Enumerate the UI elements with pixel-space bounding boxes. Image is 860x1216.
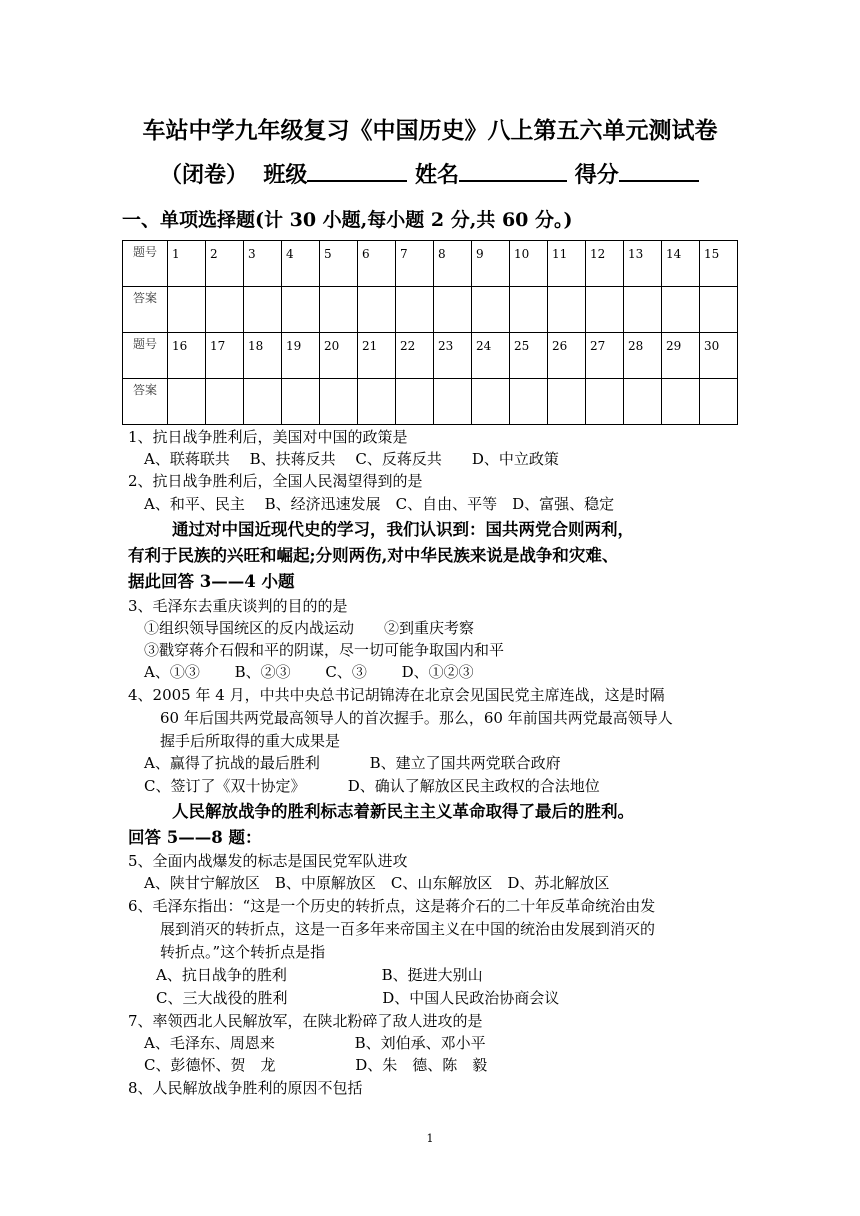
- question-5-options: A、陕甘宁解放区 B、中原解放区 C、山东解放区 D、苏北解放区: [144, 874, 610, 892]
- question-7: 7、率领西北人民解放军，在陕北粉碎了敌人进攻的是: [128, 1012, 483, 1030]
- closed-label: （闭卷）: [160, 162, 249, 188]
- question-2: 2、抗日战争胜利后，全国人民渴望得到的是: [128, 472, 423, 490]
- qnum-cell: 11: [548, 241, 586, 287]
- name-label: 姓名: [415, 162, 460, 188]
- qnum-cell: 25: [510, 333, 548, 379]
- qnum-cell: 1: [168, 241, 206, 287]
- answer-cell[interactable]: [244, 287, 282, 333]
- qnum-cell: 21: [358, 333, 396, 379]
- qnum-cell: 15: [700, 241, 738, 287]
- answer-cell[interactable]: [662, 379, 700, 425]
- question-4-options-1: A、赢得了抗战的最后胜利 B、建立了国共两党联合政府: [144, 754, 561, 772]
- qnum-cell: 2: [206, 241, 244, 287]
- intro-passage-1-line-1: 通过对中国近现代史的学习，我们认识到：国共两党合则两利，: [172, 520, 634, 539]
- qnum-cell: 28: [624, 333, 662, 379]
- question-4-line-2: 60 年后国共两党最高领导人的首次握手。那么，60 年前国共两党最高领导人: [160, 709, 673, 727]
- label-question: 题号: [123, 241, 168, 287]
- class-blank: [307, 160, 407, 182]
- qnum-cell: 20: [320, 333, 358, 379]
- table-row-numbers-2: [123, 333, 738, 379]
- answer-cell[interactable]: [624, 379, 662, 425]
- score-label: 得分: [574, 162, 619, 188]
- answer-cell[interactable]: [358, 379, 396, 425]
- qnum-cell: 30: [700, 333, 738, 379]
- answer-cell[interactable]: [396, 287, 434, 333]
- qnum-cell: 26: [548, 333, 586, 379]
- answer-cell[interactable]: [624, 287, 662, 333]
- answer-cell[interactable]: [320, 379, 358, 425]
- answer-cell[interactable]: [206, 379, 244, 425]
- intro-passage-1-line-2: 有利于民族的兴旺和崛起;分则两伤,对中华民族来说是战争和灾难、: [128, 546, 619, 565]
- qnum-cell: 10: [510, 241, 548, 287]
- question-5: 5、全面内战爆发的标志是国民党军队进攻: [128, 852, 408, 870]
- answer-cell[interactable]: [396, 379, 434, 425]
- question-4-options-2: C、签订了《双十协定》 D、确认了解放区民主政权的合法地位: [144, 777, 600, 795]
- answer-cell[interactable]: [206, 287, 244, 333]
- answer-cell[interactable]: [434, 379, 472, 425]
- qnum-cell: 29: [662, 333, 700, 379]
- qnum-cell: 13: [624, 241, 662, 287]
- question-4-line-3: 握手后所取得的重大成果是: [160, 732, 341, 750]
- question-3-statement-2: ③戳穿蒋介石假和平的阴谋，尽一切可能争取国内和平: [144, 641, 505, 659]
- table-row-answers-2: [123, 379, 738, 425]
- answer-cell[interactable]: [586, 379, 624, 425]
- label-answer: 答案: [123, 379, 168, 425]
- qnum-cell: 23: [434, 333, 472, 379]
- answer-cell[interactable]: [472, 379, 510, 425]
- qnum-cell: 16: [168, 333, 206, 379]
- qnum-cell: 12: [586, 241, 624, 287]
- qnum-cell: 3: [244, 241, 282, 287]
- question-7-options-2: C、彭德怀、贺 龙 D、朱 德、陈 毅: [144, 1056, 488, 1074]
- answer-cell[interactable]: [700, 287, 738, 333]
- qnum-cell: 22: [396, 333, 434, 379]
- question-1-options: A、联蒋联共 B、扶蒋反共 C、反蒋反共 D、中立政策: [144, 450, 559, 468]
- question-6-line-1: 6、毛泽东指出：“这是一个历史的转折点，这是蒋介石的二十年反革命统治由发: [128, 897, 656, 915]
- answer-cell[interactable]: [548, 287, 586, 333]
- page-title: 车站中学九年级复习《中国历史》八上第五六单元测试卷: [142, 117, 718, 144]
- question-1: 1、抗日战争胜利后，美国对中国的政策是: [128, 428, 408, 446]
- qnum-cell: 24: [472, 333, 510, 379]
- question-7-options-1: A、毛泽东、周恩来 B、刘伯承、邓小平: [144, 1034, 486, 1052]
- student-info-line: [160, 158, 699, 189]
- qnum-cell: 8: [434, 241, 472, 287]
- intro-passage-1-line-3: 据此回答 3——4 小题: [128, 572, 295, 591]
- question-3-statement-1: ①组织领导国统区的反内战运动 ②到重庆考察: [144, 619, 475, 637]
- qnum-cell: 14: [662, 241, 700, 287]
- answer-cell[interactable]: [320, 287, 358, 333]
- question-2-options: A、和平、民主 B、经济迅速发展 C、自由、平等 D、富强、稳定: [144, 495, 615, 513]
- qnum-cell: 19: [282, 333, 320, 379]
- answer-cell[interactable]: [168, 379, 206, 425]
- question-6-line-3: 转折点。”这个转折点是指: [160, 943, 326, 961]
- answer-cell[interactable]: [282, 287, 320, 333]
- answer-cell[interactable]: [472, 287, 510, 333]
- question-3-options: A、①③ B、②③ C、③ D、①②③: [144, 663, 474, 681]
- qnum-cell: 9: [472, 241, 510, 287]
- qnum-cell: 5: [320, 241, 358, 287]
- answer-cell[interactable]: [434, 287, 472, 333]
- answer-cell[interactable]: [510, 379, 548, 425]
- qnum-cell: 7: [396, 241, 434, 287]
- question-6-line-2: 展到消灭的转折点，这是一百多年来帝国主义在中国的统治由发展到消灭的: [160, 920, 656, 938]
- label-answer: 答案: [123, 287, 168, 333]
- answer-cell[interactable]: [548, 379, 586, 425]
- table-row-numbers-1: [123, 241, 738, 287]
- intro-passage-2-line-1: 人民解放战争的胜利标志着新民主主义革命取得了最后的胜利。: [172, 802, 634, 821]
- answer-cell[interactable]: [168, 287, 206, 333]
- answer-table: [122, 240, 738, 425]
- qnum-cell: 6: [358, 241, 396, 287]
- answer-cell[interactable]: [244, 379, 282, 425]
- score-blank: [619, 160, 699, 182]
- intro-passage-2-line-2: 回答 5——8 题：: [128, 828, 262, 847]
- qnum-cell: 17: [206, 333, 244, 379]
- name-blank: [459, 160, 567, 182]
- qnum-cell: 18: [244, 333, 282, 379]
- qnum-cell: 4: [282, 241, 320, 287]
- question-8: 8、人民解放战争胜利的原因不包括: [128, 1079, 363, 1097]
- answer-cell[interactable]: [586, 287, 624, 333]
- section-heading: 一、单项选择题(计 30 小题,每小题 2 分,共 60 分。): [122, 209, 573, 231]
- table-row-answers-1: [123, 287, 738, 333]
- page-number: 1: [426, 1132, 434, 1145]
- answer-cell[interactable]: [510, 287, 548, 333]
- answer-cell[interactable]: [662, 287, 700, 333]
- question-6-options-1: A、抗日战争的胜利 B、挺进大别山: [156, 966, 483, 984]
- question-4-line-1: 4、2005 年 4 月，中共中央总书记胡锦涛在北京会见国民党主席连战，这是时隔: [128, 686, 665, 704]
- answer-cell[interactable]: [282, 379, 320, 425]
- label-question: 题号: [123, 333, 168, 379]
- answer-cell[interactable]: [358, 287, 396, 333]
- question-6-options-2: C、三大战役的胜利 D、中国人民政治协商会议: [156, 989, 560, 1007]
- class-label: 班级: [263, 162, 308, 188]
- qnum-cell: 27: [586, 333, 624, 379]
- question-3: 3、毛泽东去重庆谈判的目的的是: [128, 597, 348, 615]
- answer-cell[interactable]: [700, 379, 738, 425]
